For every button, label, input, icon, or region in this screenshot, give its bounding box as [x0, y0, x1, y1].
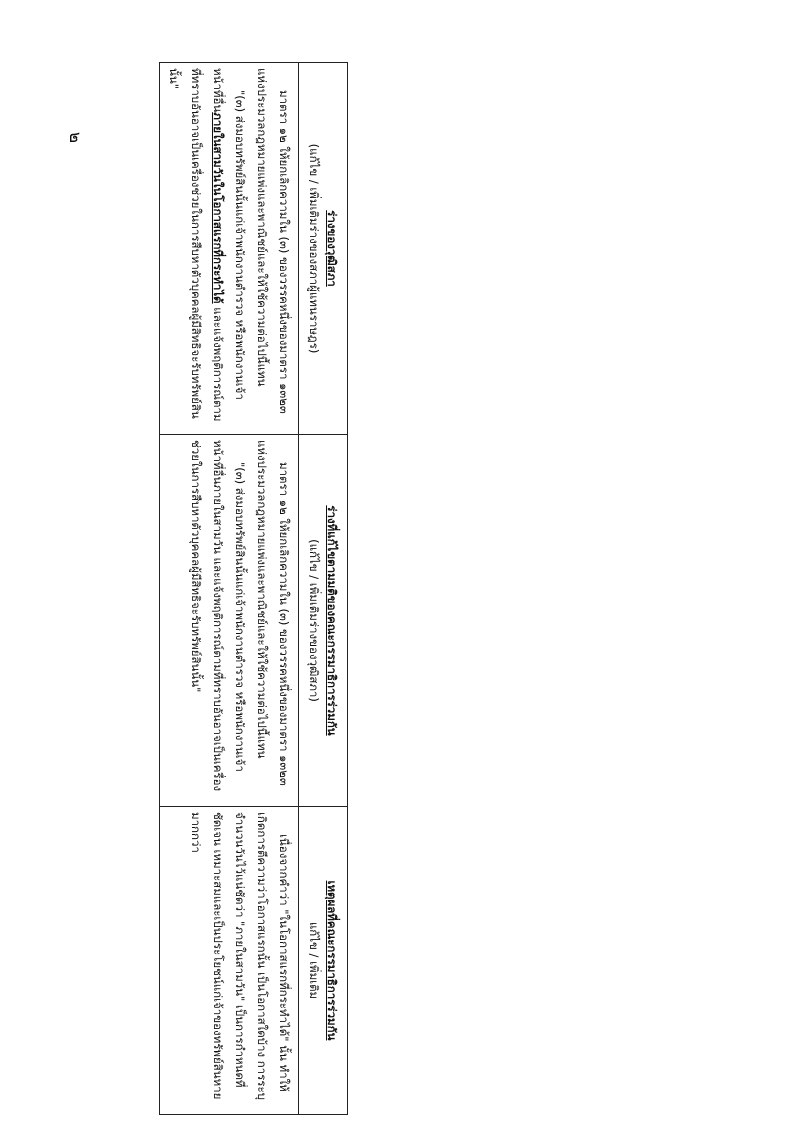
header-joint-committee-draft [299, 435, 348, 807]
table-body-row [160, 63, 299, 1115]
clause-text: "(๓) ส่งมอบทรัพย์สินนั้นแก่เจ้าพนักงานตำรวจ หรือพนักงานเจ้าหน้าที่อื่นภายในสามวันในโอกาสแรกที่กระทำได้ และแจ้งพฤติการณ์ตามที่ทราบอันอาจเป็นเครื่องช่วยในการสืบหาตัวบุคคลผู้มีสิทธิจะรับทรัพย์สินนั้น" [167, 68, 247, 422]
section-text: มาตรา ๑๒ ให้ยกเลิกความใน (๓) ของวรรคหนึ่งของมาตรา ๑๓๒๓ แห่งประมวลกฎหมายแพ่งและพาณิชย์และให้ใช้ความต่อไปนี้แทน [255, 68, 291, 414]
header-subtitle: (แก้ไข / เพิ่มเติมร่างของวุฒิสภา) [307, 539, 321, 702]
header-senate-draft [299, 63, 348, 435]
header-reason [299, 807, 348, 1115]
rotated-table-wrapper [167, 62, 348, 1114]
header-title: เหตุผลที่คณะกรรมาธิการร่วมกัน [325, 880, 339, 1041]
header-title: ร่างของวุฒิสภา [325, 210, 339, 287]
reason-text: เนื่องจากคำว่า "ในโอกาสแรกที่กระทำได้" นั้น ทำให้เกิดการตีความว่าโอกาสแรกนั้น เป็นโอกาสใดบ้าง การระบุจำนวนวันไว้แน่ชัดว่า "ภายในสามวัน" เป็นการกำหนดที่ชัดเจน เหมาะสมและเป็นประโยชน์แก่เจ้าของทรัพย์สินหายมากกว่า [189, 812, 291, 1100]
header-subtitle: (แก้ไข / เพิ่มเติมร่างของสภาผู้แทนราษฎร) [307, 143, 321, 354]
amended-phrase: ภายในสามวัน [211, 484, 225, 554]
page-number: ๒ [65, 131, 86, 144]
amended-phrase: ภายในสามวันในโอกาสแรกที่กระทำได้ [211, 112, 225, 304]
header-subtitle: แก้ไข / เพิ่มเติม [307, 921, 321, 1000]
cell-senate-draft [160, 63, 299, 435]
section-text: มาตรา ๑๒ ให้ยกเลิกความใน (๓) ของวรรคหนึ่งของมาตรา ๑๓๒๓ แห่งประมวลกฎหมายแพ่งและพาณิชย์และให้ใช้ความต่อไปนี้แทน [255, 440, 291, 786]
cell-joint-committee-draft [160, 435, 299, 807]
comparison-table [159, 62, 348, 1115]
table-header-row [299, 63, 348, 1115]
clause-text: "(๓) ส่งมอบทรัพย์สินนั้นแก่เจ้าพนักงานตำรวจ หรือพนักงานเจ้าหน้าที่อื่นภายในสามวัน และแจ้งพฤติการณ์ตามที่ทราบอันอาจเป็นเครื่องช่วยในการสืบหาตัวบุคคลผู้มีสิทธิจะรับทรัพย์สินนั้น" [189, 440, 247, 792]
cell-reason [160, 807, 299, 1115]
header-title: ร่างที่แก้ไขตามมติของคณะกรรมาธิการร่วมกัน [325, 505, 339, 736]
